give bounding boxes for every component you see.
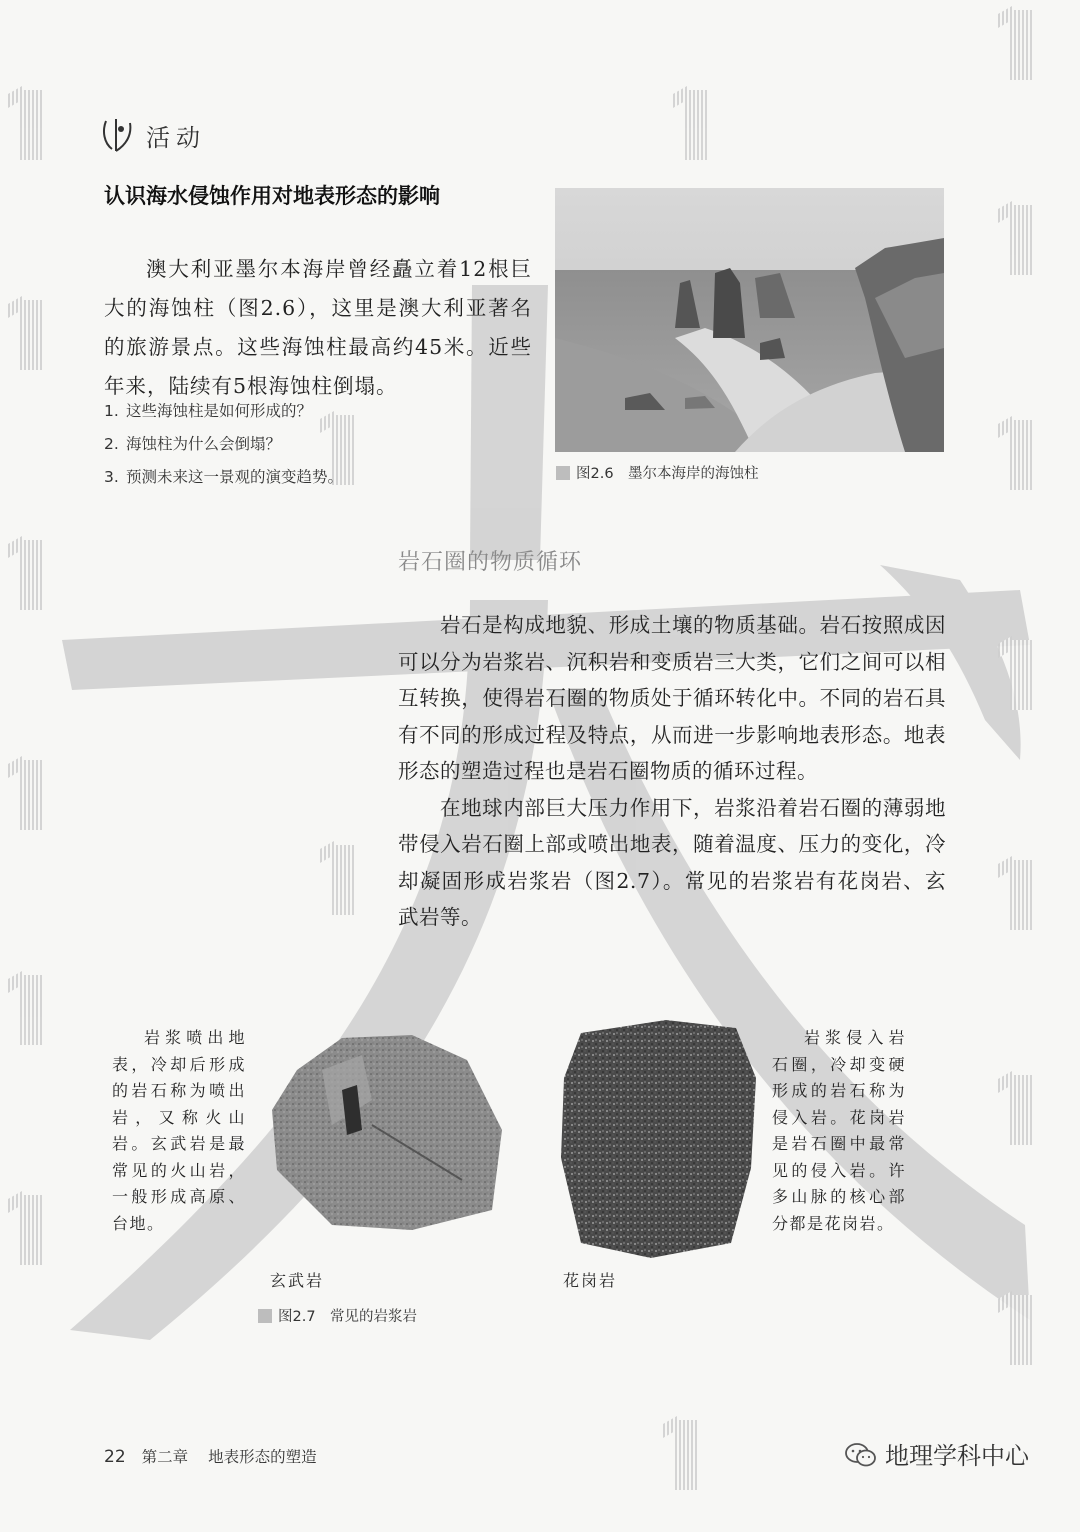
- wechat-icon: [845, 1442, 877, 1468]
- page-footer: [104, 1445, 317, 1467]
- granite-label: 花岗岩: [563, 1271, 618, 1290]
- activity-icon: [100, 115, 140, 155]
- question-item: 1. 这些海蚀柱是如何形成的？: [104, 402, 313, 420]
- basalt-label: 玄武岩: [270, 1271, 325, 1290]
- watermark-one-glyph: [1010, 205, 1034, 275]
- basalt-rock-image: [262, 1030, 512, 1235]
- watermark-one-glyph: [20, 975, 44, 1045]
- granite-rock-image: [556, 1018, 761, 1260]
- chapter-title: 地表形态的塑造: [208, 1448, 317, 1466]
- watermark-one-glyph: [1010, 1075, 1034, 1145]
- watermark-one-glyph: [20, 540, 44, 610]
- watermark-one-glyph: [675, 1420, 699, 1490]
- watermark-one-glyph: [1010, 420, 1034, 490]
- sea-stacks-photo: [555, 188, 944, 452]
- section-body: [398, 607, 946, 936]
- activity-title: 认识海水侵蚀作用对地表形态的影响: [104, 184, 440, 208]
- chapter-number: 第二章: [141, 1448, 189, 1466]
- wechat-brand-watermark: 地理学科中心: [845, 1436, 1029, 1471]
- caption-marker-icon: [556, 466, 570, 480]
- paragraph: 在地球内部巨大压力作用下，岩浆沿着岩石圈的薄弱地带侵入岩石圈上部或喷出地表，随着温度、压力的变化，冷却凝固形成岩浆岩（图2.7）。常见的岩浆岩有花岗岩、玄武岩等。: [398, 795, 946, 929]
- watermark-one-glyph: [1010, 860, 1034, 930]
- watermark-one-glyph: [685, 90, 709, 160]
- watermark-one-glyph: [1010, 1295, 1034, 1365]
- watermark-one-glyph: [20, 760, 44, 830]
- watermark-one-glyph: [1010, 640, 1034, 710]
- watermark-one-glyph: [332, 845, 356, 915]
- caption-marker-icon: [258, 1309, 272, 1323]
- extrusive-rock-note: 岩浆喷出地表，冷却后形成的岩石称为喷出岩，又称火山岩。玄武岩是最常见的火山岩，一般形成高原、台地。: [112, 1028, 246, 1233]
- activity-label: 活动: [146, 124, 206, 152]
- watermark-one-glyph: [1010, 10, 1034, 80]
- question-item: 3. 预测未来这一景观的演变趋势。: [104, 468, 344, 486]
- figure-2-7-caption: 图2.7 常见的岩浆岩: [258, 1305, 417, 1326]
- figure-2-6-caption: 图2.6 墨尔本海岸的海蚀柱: [556, 462, 759, 483]
- watermark-one-glyph: [20, 90, 44, 160]
- question-item: 2. 海蚀柱为什么会倒塌？: [104, 435, 282, 453]
- section-title: 岩石圈的物质循环: [398, 550, 583, 575]
- watermark-one-glyph: [20, 1195, 44, 1265]
- paragraph: 岩石是构成地貌、形成土壤的物质基础。岩石按照成因可以分为岩浆岩、沉积岩和变质岩三大类，它们之间可以相互转换，使得岩石圈的物质处于循环转化中。不同的岩石具有不同的形成过程及特点，从而进一步影响地表形态。地表形态的塑造过程也是岩石圈物质的循环过程。: [398, 613, 946, 783]
- activity-question-list: [104, 395, 534, 494]
- watermark-one-glyph: [20, 300, 44, 370]
- page-number: 22: [104, 1447, 126, 1467]
- activity-intro-text: 澳大利亚墨尔本海岸曾经矗立着12根巨大的海蚀柱（图2.6），这里是澳大利亚著名的旅游景点。这些海蚀柱最高约45米。近些年来，陆续有5根海蚀柱倒塌。: [104, 257, 532, 398]
- intrusive-rock-note: 岩浆侵入岩石圈，冷却变硬形成的岩石称为侵入岩。花岗岩是岩石圈中最常见的侵入岩。许多山脉的核心部分都是花岗岩。: [772, 1028, 906, 1233]
